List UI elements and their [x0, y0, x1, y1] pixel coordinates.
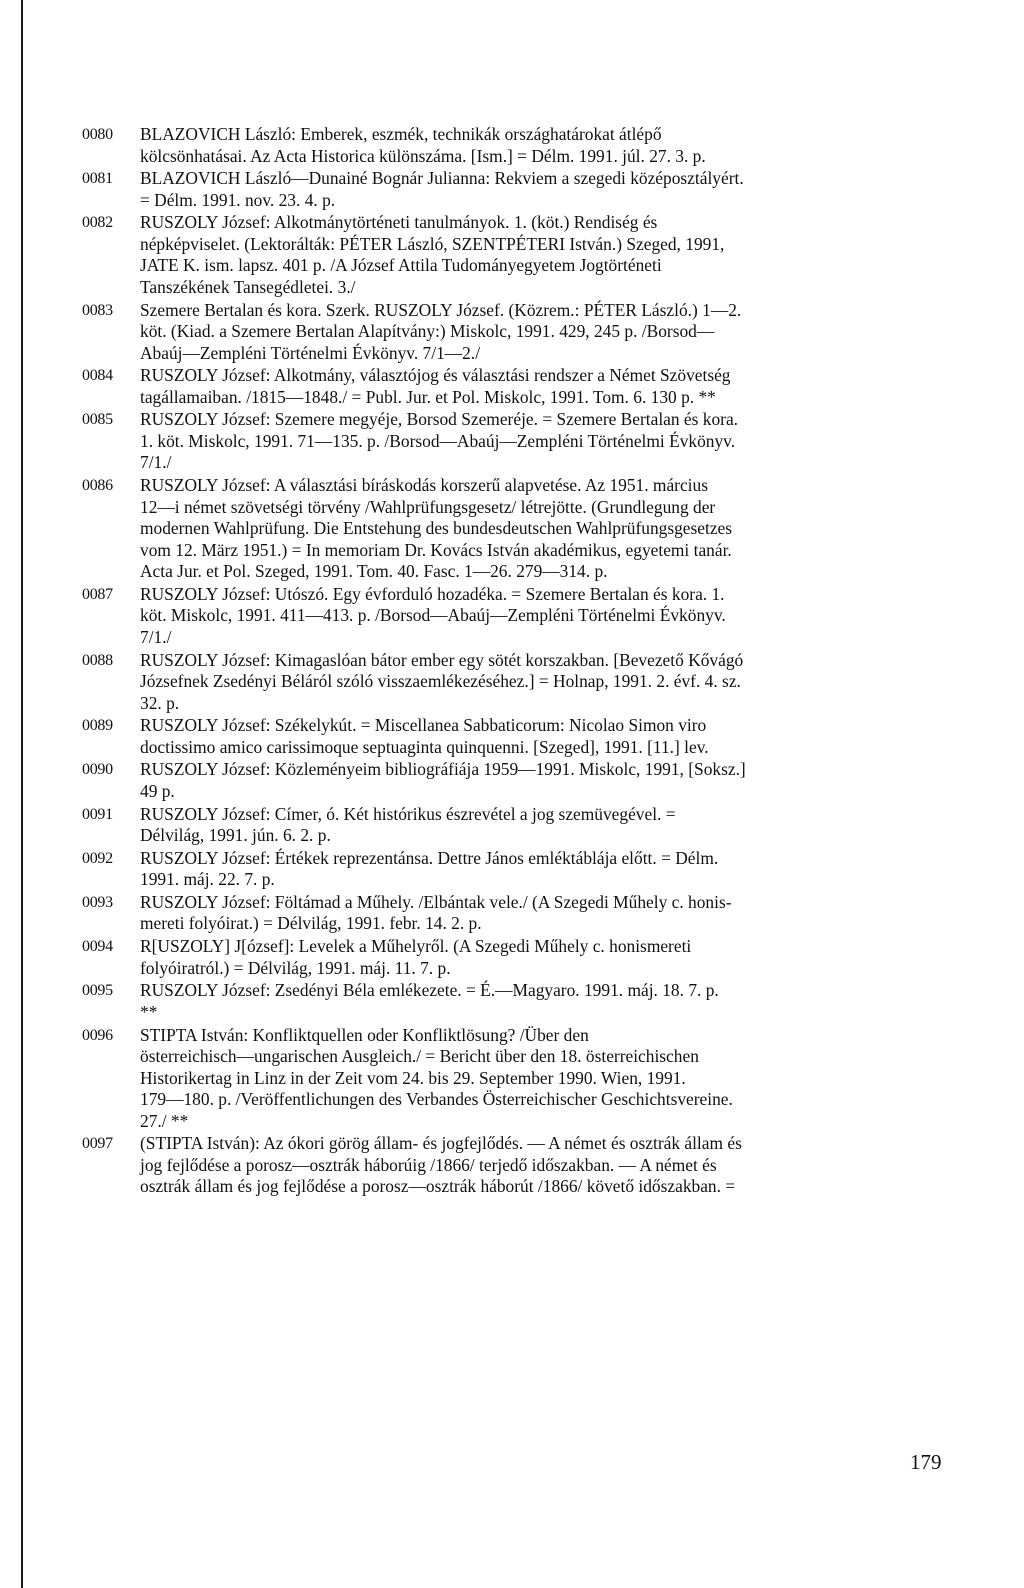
- entry-number: 0082: [82, 214, 113, 232]
- bibliography-entry: [82, 365, 952, 408]
- entry-number: 0095: [82, 982, 113, 1000]
- bibliography-entry: [82, 848, 952, 891]
- entry-number: 0084: [82, 367, 113, 385]
- entry-number: 0086: [82, 477, 113, 495]
- bibliography-entry: [82, 584, 952, 649]
- bibliography-list: [82, 124, 952, 1199]
- entry-text: R[USZOLY] J[ózsef]: Levelek a Műhelyről. (A Szegedi Műhely c. honismereti folyóiratról.) = Délvilág, 1991. máj. 11. 7. p.: [140, 936, 692, 978]
- bibliography-entry: [82, 804, 952, 847]
- bibliography-entry: [82, 715, 952, 758]
- entry-text: RUSZOLY József: Címer, ó. Két histórikus észrevétel a jog szemüvegével. = Délvilág, 1991. jún. 6. 2. p.: [140, 803, 676, 846]
- bibliography-entry: [82, 980, 952, 1023]
- page-edge-line: [21, 0, 23, 1588]
- entry-text: BLAZOVICH László—Dunainé Bognár Julianna: Rekviem a szegedi középosztályért. = Délm. 1991. nov. 23. 4. p.: [140, 168, 744, 210]
- entry-text: RUSZOLY József: Kimagaslóan bátor ember egy sötét korszakban. [Bevezető Kővágó Józsefnek Zsedényi Béláról szóló visszaemlékezéséhez.] = Holnap, 1991. 2. évf. 4. sz. 32. p.: [140, 649, 744, 713]
- entry-text: Szemere Bertalan és kora. Szerk. RUSZOLY József. (Közrem.: PÉTER László.) 1—2. köt. (Kiad. a Szemere Bertalan Alapítvány:) Miskolc, 1991. 429, 245 p. /Borsod— Abaúj—Zempléni Történelmi Évkönyv. 7/1—2./: [140, 299, 742, 363]
- entry-text: RUSZOLY József: A választási bíráskodás korszerű alapvetése. Az 1951. március 12—i német szövetségi törvény /Wahlprüfungsgesetz/ létrejötte. (Grundlegung der modernen Wahlprüfung. Die Entstehung des bundesdeutschen Wahlprüfungsgesetzes vom 12. März 1951.) = In memoriam Dr. Kovács István akadémikus, egyetemi tanár. Acta Jur. et Pol. Szeged, 1991. Tom. 40. Fasc. 1—26. 279—314. p.: [140, 475, 733, 582]
- entry-number: 0088: [82, 651, 113, 669]
- page-number: 179: [910, 1450, 942, 1474]
- bibliography-entry: [82, 409, 952, 474]
- entry-text: RUSZOLY József: Zsedényi Béla emlékezete. = É.—Magyaro. 1991. máj. 18. 7. p. **: [140, 980, 719, 1022]
- entry-text: STIPTA István: Konfliktquellen oder Konfliktlösung? /Über den österreichisch—ungarischen Ausgleich./ = Bericht über den 18. österreichischen Historikertag in Linz in der Zeit vom 24. bis 29. September 1990. Wien, 1991. 179—180. p. /Veröffentlichungen des Verbandes Österreichischer Geschichtsvereine. 27./ **: [140, 1024, 733, 1131]
- bibliography-entry: [82, 1133, 952, 1198]
- entry-number: 0090: [82, 761, 113, 779]
- bibliography-entry: [82, 300, 952, 365]
- bibliography-entry: [82, 892, 952, 935]
- entry-number: 0089: [82, 717, 113, 735]
- entry-number: 0094: [82, 938, 113, 956]
- entry-text: RUSZOLY József: Föltámad a Műhely. /Elbántak vele./ (A Szegedi Műhely c. honis- mereti folyóirat.) = Délvilág, 1991. febr. 14. 2. p.: [140, 891, 732, 934]
- entry-number: 0080: [82, 126, 113, 143]
- entry-text: RUSZOLY József: Szemere megyéje, Borsod Szemeréje. = Szemere Bertalan és kora. 1. köt. Miskolc, 1991. 71—135. p. /Borsod—Abaúj—Zempléni Történelmi Évkönyv. 7/1./: [140, 409, 739, 473]
- entry-number: 0096: [82, 1026, 113, 1044]
- entry-number: 0087: [82, 585, 113, 603]
- entry-text: BLAZOVICH László: Emberek, eszmék, technikák országhatárokat átlépő kölcsönhatásai. Az Acta Historica különszáma. [Ism.] = Délm. 1991. júl. 27. 3. p.: [140, 124, 706, 166]
- entry-number: 0083: [82, 301, 113, 319]
- bibliography-entry: [82, 936, 952, 979]
- entry-number: 0085: [82, 411, 113, 429]
- entry-number: 0097: [82, 1135, 113, 1153]
- entry-text: RUSZOLY József: Alkotmány, választójog és választási rendszer a Német Szövetség tagállamaiban. /1815—1848./ = Publ. Jur. et Pol. Miskolc, 1991. Tom. 6. 130 p. **: [140, 365, 731, 407]
- entry-number: 0091: [82, 805, 113, 823]
- entry-text: (STIPTA István): Az ókori görög állam- és jogfejlődés. — A német és osztrák állam és jog fejlődése a porosz—osztrák háborúig /1866/ terjedő időszakban. — A német és osztrák állam és jog fejlődése a porosz—osztrák háborút /1866/ követő időszakban. =: [140, 1133, 742, 1197]
- entry-number: 0093: [82, 893, 113, 911]
- bibliography-entry: [82, 124, 952, 167]
- entry-text: RUSZOLY József: Székelykút. = Miscellanea Sabbaticorum: Nicolao Simon viro doctissimo amico carissimoque septuaginta quinquenni. [Szeged], 1991. [11.] lev.: [140, 715, 709, 757]
- bibliography-entry: [82, 168, 952, 211]
- entry-text: RUSZOLY József: Utószó. Egy évforduló hozadéka. = Szemere Bertalan és kora. 1. köt. Miskolc, 1991. 411—413. p. /Borsod—Abaúj—Zempléni Történelmi Évkönyv. 7/1./: [140, 583, 726, 647]
- entry-number: 0092: [82, 849, 113, 867]
- entry-text: RUSZOLY József: Értékek reprezentánsa. Dettre János emléktáblája előtt. = Délm. 1991. máj. 22. 7. p.: [140, 847, 719, 890]
- bibliography-entry: [82, 212, 952, 298]
- bibliography-entry: [82, 1025, 952, 1133]
- entry-number: 0081: [82, 170, 113, 188]
- bibliography-entry: [82, 475, 952, 583]
- entry-text: RUSZOLY József: Alkotmánytörténeti tanulmányok. 1. (köt.) Rendiség és népképviselet. (Lektorálták: PÉTER László, SZENTPÉTERI István.) Szeged, 1991, JATE K. ism. lapsz. 401 p. /A József Attila Tudományegyetem Jogtörténeti Tanszékének Tansegédletei. 3./: [140, 212, 725, 297]
- bibliography-entry: [82, 759, 952, 802]
- entry-text: RUSZOLY József: Közleményeim bibliográfiája 1959—1991. Miskolc, 1991, [Soksz.] 49 p.: [140, 759, 746, 801]
- bibliography-entry: [82, 650, 952, 715]
